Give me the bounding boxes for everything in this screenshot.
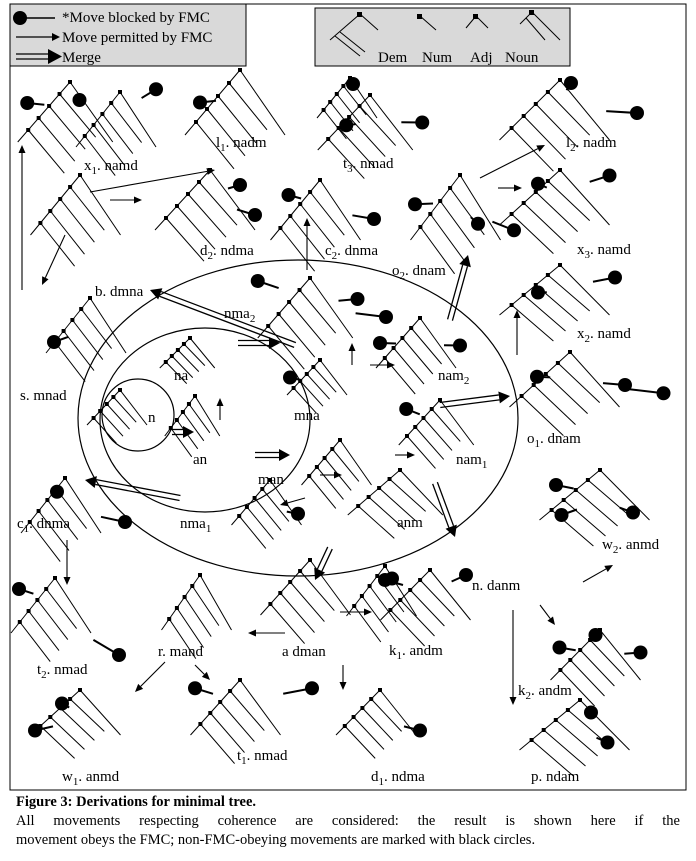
label-nma2: nma$_2$ <box>224 306 256 325</box>
blocked-dot <box>251 274 265 288</box>
tree-an <box>165 394 220 457</box>
label-nma1: nma$_1$ <box>180 516 212 535</box>
arrow-anm-ndanm <box>433 482 457 537</box>
arrow-man-nam1 <box>320 472 342 479</box>
category-legend <box>315 8 570 66</box>
label-anm: anm <box>397 515 423 531</box>
blocked-dot <box>634 646 648 660</box>
arrow-admn-rmand <box>248 630 285 637</box>
blocked-dot <box>47 335 61 349</box>
label-w2: $w_2$. anmd <box>602 537 660 556</box>
arrow-x2-up <box>514 310 521 355</box>
blocked-dot <box>248 208 262 222</box>
blocked-dot <box>408 197 422 211</box>
category-2: Adj <box>470 50 493 66</box>
tree-w2 <box>540 468 650 546</box>
legend-merge: Merge <box>62 50 101 66</box>
caption-line-1: All movements respecting coherence are considered: the result is shown here if the <box>16 813 680 829</box>
blocked-dot <box>453 339 467 353</box>
arrow-nma2-b <box>150 288 296 347</box>
arrow-s-x1 <box>19 145 26 290</box>
blocked-dot <box>555 508 569 522</box>
blocked-dot <box>351 292 365 306</box>
blocked-dot <box>413 724 427 738</box>
category-0: Dem <box>378 50 408 66</box>
label-rmand: r. mand <box>158 644 203 660</box>
blocked-dot <box>549 478 563 492</box>
label-t3: $t_3$. nmad <box>343 156 394 175</box>
trees <box>11 68 671 776</box>
blocked-dot <box>626 506 640 520</box>
blocked-dot <box>339 118 353 132</box>
label-c1: $c_1$. dnma <box>17 516 70 535</box>
blocked-dot <box>553 641 567 655</box>
label-d2: $d_2$. ndma <box>200 243 254 262</box>
tree-o1 <box>510 350 671 436</box>
blocked-dot <box>379 310 393 324</box>
blocked-dot <box>188 681 202 695</box>
arrow-na-mna <box>238 337 280 349</box>
arrows <box>19 145 614 705</box>
blocked-dot <box>283 371 297 385</box>
blocked-dot <box>608 271 622 285</box>
label-l2: $l_2$. nadm <box>566 135 617 154</box>
label-x3: $x_3$. namd <box>577 242 631 261</box>
blocked-dot <box>367 212 381 226</box>
label-t1: $t_1$. nmad <box>237 748 288 767</box>
label-x2: $x_2$. namd <box>577 326 631 345</box>
label-w1: $w_1$. anmd <box>62 769 120 788</box>
tree-t2 <box>11 576 126 662</box>
category-3: Noun <box>505 50 539 66</box>
blocked-dot <box>399 402 413 416</box>
caption-title: Figure 3: Derivations for minimal tree. <box>16 794 257 810</box>
blocked-dot <box>471 217 485 231</box>
blocked-dot <box>233 178 247 192</box>
blocked-dot <box>149 82 163 96</box>
blocked-dot <box>415 116 429 130</box>
tree-l1 <box>185 68 285 169</box>
arrow-up-c2 <box>304 218 311 270</box>
label-n: n <box>148 410 156 426</box>
tree-x3 <box>500 168 617 254</box>
tree-anm <box>348 468 443 538</box>
blocked-dot <box>603 169 617 183</box>
inner-circle <box>102 379 174 451</box>
tree-w1 <box>28 688 121 758</box>
category-1: Num <box>422 50 452 66</box>
legend-permitted: Move permitted by FMC <box>62 30 213 46</box>
tree-n <box>87 388 147 443</box>
blocked-dot <box>530 370 544 384</box>
blocked-dot <box>589 628 603 642</box>
blocked-dot <box>193 96 207 110</box>
blocked-dot <box>657 386 671 400</box>
blocked-dot <box>531 177 545 191</box>
arrow-ndanm-k2 <box>540 605 555 625</box>
arrow-nam1-o1 <box>440 391 510 407</box>
label-b: b. dmna <box>95 284 144 300</box>
blocked-dot <box>28 724 42 738</box>
blocked-dot-icon <box>13 11 27 25</box>
label-ndanm: n. danm <box>472 578 521 594</box>
blocked-dot <box>55 697 69 711</box>
blocked-dot <box>630 106 644 120</box>
blocked-dot <box>20 96 34 110</box>
arrow-mna-up <box>349 343 356 365</box>
blocked-dot <box>507 223 521 237</box>
label-c2: $c_2$. dnma <box>325 243 378 262</box>
figure-caption <box>16 793 680 850</box>
tree-admn <box>261 558 351 644</box>
arrow-n-an <box>172 426 194 438</box>
tree-p <box>520 698 630 776</box>
tree-d2 <box>31 173 121 266</box>
label-s: s. mnad <box>20 388 67 404</box>
arrow-an-up <box>217 398 224 420</box>
arrow-man-anm <box>395 452 415 459</box>
label-x1: $x_1$. namd <box>84 158 138 177</box>
blocked-dot <box>459 568 473 582</box>
tree-d1 <box>336 688 427 758</box>
label-t2: $t_2$. nmad <box>37 662 88 681</box>
tree-mna <box>283 358 347 413</box>
label-k2: $k_2$. andm <box>518 683 572 702</box>
labels <box>17 135 660 788</box>
tree-nma1 <box>232 478 306 548</box>
blocked-dot <box>385 572 399 586</box>
blocked-dot <box>601 736 615 750</box>
label-p: p. ndam <box>531 769 580 785</box>
arrow-rmand-w1 <box>135 662 165 692</box>
arrow-c1-t2 <box>64 540 71 585</box>
blocked-dot <box>346 77 360 91</box>
arrow-rmand-t1 <box>195 665 210 680</box>
label-man: man <box>258 472 284 488</box>
blocked-dot <box>305 681 319 695</box>
arrow-b-s <box>42 235 65 285</box>
blocked-dot <box>564 76 578 90</box>
arrow-admn-k1 <box>340 609 372 616</box>
arrow-ndanm-p <box>510 610 517 705</box>
arrow-mna-nam2 <box>370 362 395 369</box>
blocked-dot <box>282 188 296 202</box>
legend-blocked: *Move blocked by FMC <box>62 10 210 26</box>
blocked-dot <box>73 93 87 107</box>
arrow-o2-x3 <box>498 185 522 192</box>
arrow-nma1-c1 <box>85 476 180 500</box>
label-k1: $k_1$. andm <box>389 643 443 662</box>
label-admn: a dman <box>282 644 326 660</box>
label-mna: mna <box>294 408 320 424</box>
blocked-dot <box>50 485 64 499</box>
label-d1: $d_1$. ndma <box>371 769 425 788</box>
label-nam2: nam$_2$ <box>438 368 470 387</box>
caption-line-2: movement obeys the FMC; non-FMC-obeying movements are marked with black circles. <box>16 832 536 848</box>
blocked-dot <box>291 507 305 521</box>
tree-nma2 <box>251 274 393 369</box>
blocked-dot <box>531 286 545 300</box>
blocked-dot <box>12 582 26 596</box>
blocked-dot <box>112 648 126 662</box>
tree-b <box>46 296 126 382</box>
arrow-admn-d1 <box>340 665 347 690</box>
label-l1: $l_1$. nadm <box>216 135 267 154</box>
label-o2: $o_2$. dnam <box>392 263 446 282</box>
blocked-dot <box>373 336 387 350</box>
blocked-dot <box>118 515 132 529</box>
label-o1: $o_1$. dnam <box>527 431 581 450</box>
arrow-l2 <box>480 145 545 178</box>
label-na: na <box>174 368 189 384</box>
label-an: an <box>193 452 208 468</box>
arrow-an-man <box>255 449 290 461</box>
blocked-dot <box>584 706 598 720</box>
arrow-ndanm-w2 <box>583 565 613 582</box>
legend <box>10 4 246 66</box>
label-nam1: nam$_1$ <box>456 452 488 471</box>
arrow-d2-left <box>110 197 142 204</box>
